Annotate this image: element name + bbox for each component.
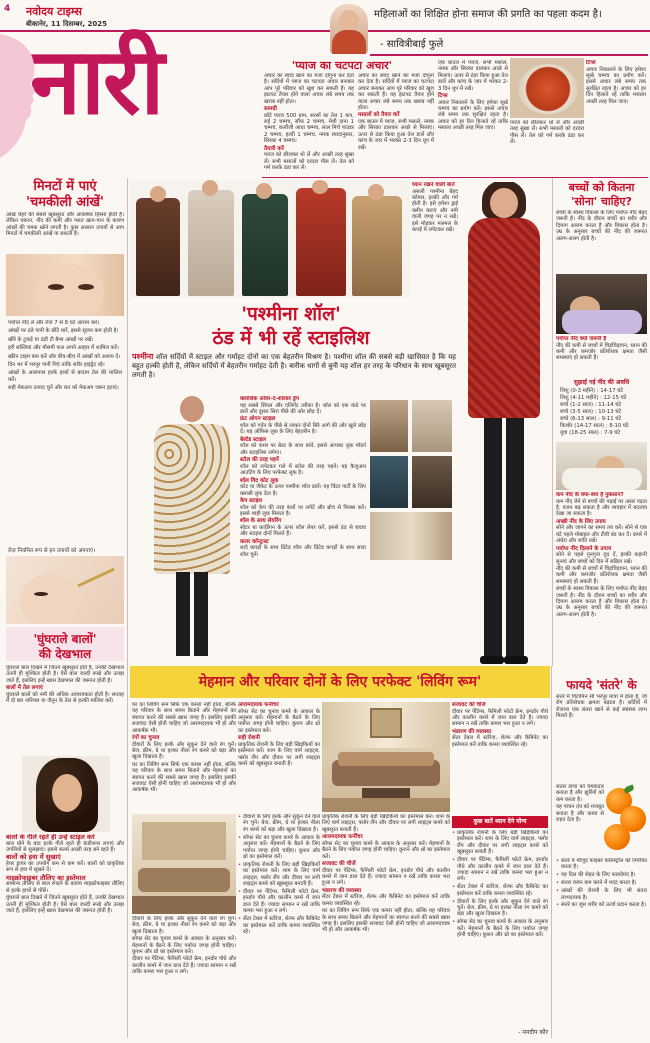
recipe-tip-text: अचार निकालने के लिए हमेशा सूखे चम्मच का प्रयोग करें। इससे अचार लंबे समय तक सुरक्षित रहता है। अचार को हर दिन हिलाते रहें ताकि मसाला अच्छी तरह मिल जाए। bbox=[438, 99, 508, 132]
sleep-title-2: 'सोना' चाहिए? bbox=[571, 195, 632, 208]
shawl-grid-photo-1 bbox=[370, 400, 408, 452]
living-bullet: • सेंटर टेबल में स्टोरेज, शेल्फ और कैबिनेट का इस्तेमाल करें ताकि कमरा व्यवस्थित रहे। bbox=[452, 884, 548, 897]
sleep-table bbox=[560, 388, 646, 437]
shawl-style-head: कलर कॉन्ट्रास्ट bbox=[240, 538, 269, 545]
living-title: मेहमान और परिवार दोनों के लिए परफेक्ट 'लिविंग रूम' bbox=[198, 674, 482, 690]
hair-para-4: सामान्य तौलिए से बाल रगड़ने के बजाय माइक्रोफाइबर तौलिए से हल्के हाथों से पोंछें। bbox=[6, 881, 124, 894]
sleep-row-hours: 10-13 घंटे bbox=[598, 409, 622, 415]
recipe-method-repeat: प्याज को छीलकर धो लें और अच्छी तरह सुखा लें। सभी मसालों को दरदरा पीस लें। तेल को गर्म करके ठंडा कर लें। bbox=[510, 120, 584, 146]
beauty-title-1: मिनटों में पाएं bbox=[33, 179, 97, 194]
living-sub-3: सही रोशनी bbox=[238, 735, 260, 742]
hair-para-1: घुंघराले बालों को नमी की अधिक आवश्यकता होती है। सप्ताह में दो बार नारियल या जैतून के तेल से हल्की मालिश करें। bbox=[6, 691, 124, 705]
living-sub-4: सजावट की चीजें bbox=[452, 702, 486, 708]
printed-shawl-model-photo bbox=[150, 396, 234, 660]
shawl-title-2: ठंड में भी रहें स्टाइलिश bbox=[212, 327, 370, 349]
living-intro-repeat-2: घर का लिविंग रूम सिर्फ एक कमरा नहीं होता, बल्कि यह परिवार के साथ समय बिताने और मेहमानों का स्वागत करने की सबसे खास जगह है। इसलिए इसकी सजावट ऐसी होनी चाहिए जो आरामदायक भी हो और आकर्षक भी। bbox=[322, 908, 450, 934]
beauty-tip-item: आंखों के आसपास हल्के हाथों से बादाम तेल की मालिश करें। bbox=[8, 370, 122, 383]
orange-points-top bbox=[556, 784, 604, 856]
hair-title-1: 'घुंघराले बालों' bbox=[33, 632, 97, 646]
shawl-lead bbox=[132, 352, 456, 392]
shawl-grid-photo-3 bbox=[370, 456, 408, 508]
sleep-sub-1: पर्याप्त नींद क्यों जरूरी है bbox=[556, 336, 607, 342]
living-text-4-repeat: दीवार पर पेंटिंग्स, फैमिली फोटो फ्रेम, इनडोर पौधे और कालीन कमरे में जान डाल देते हैं। ज्यादा सामान न रखें ताकि कमरा भरा हुआ न लगे। bbox=[132, 956, 236, 976]
orange-point: • संतरे का जूस शरीर को ऊर्जा प्रदान करता है। bbox=[556, 902, 647, 908]
sleeping-child-photo-1 bbox=[556, 274, 647, 334]
sleep-para-2: कम नींद लेने से बच्चों की पढ़ाई पर असर पड़ता है, वजन बढ़ सकता है और व्यवहार में बदलाव देखा जा सकता है। bbox=[556, 498, 647, 518]
beauty-tips bbox=[8, 320, 122, 520]
living-sub-5: भंडारण की व्यवस्था bbox=[452, 728, 492, 735]
sleep-row-age: युवा (18-25 साल) bbox=[560, 430, 599, 436]
sleep-row: शिशु (0-3 महीने) : 14-17 घंटे bbox=[560, 388, 624, 394]
living-text-4-repeat-2: दीवार पर पेंटिंग्स, फैमिली फोटो फ्रेम, इनडोर पौधे और कालीन कमरे में जान डाल देते हैं। ज्यादा सामान न रखें ताकि कमरा भरा हुआ न लगे। bbox=[322, 867, 450, 887]
recipe-tip-head: टिप्स bbox=[438, 93, 448, 100]
recipe-body-repeat: अचार का स्वाद खाने का मजा दोगुना कर देता है। सर्दियों में प्याज का चटपटा अचार बनाकर आप पूरे परिवार को खुश कर सकती हैं। यह झटपट तैयार होने वाला अचार लंबे समय तक खराब नहीं होता। bbox=[358, 73, 434, 112]
shawl-grid-photo-2 bbox=[412, 400, 452, 452]
sleep-sub-4: पर्याप्त नींद दिलाने के उपाय bbox=[556, 545, 612, 552]
shawl-style-head: स्टोल की तरह पहनें bbox=[240, 457, 279, 464]
living-sub-2: आरामदायक फर्नीचर bbox=[238, 702, 279, 708]
living-bullet: • सेंटर टेबल में स्टोरेज, शेल्फ और कैबिनेट का इस्तेमाल करें ताकि कमरा व्यवस्थित रहे। bbox=[238, 916, 320, 935]
sleep-para-3: सोने और जागने का समय तय करें। सोने से एक घंटे पहले मोबाइल और टीवी बंद कर दें। कमरे में अंधेरा और शांति रखें। bbox=[556, 525, 647, 545]
living-col-1 bbox=[132, 702, 236, 812]
paper-name: नवोदय टाइम्स bbox=[26, 5, 82, 18]
living-text-3: प्राकृतिक रोशनी के लिए बड़ी खिड़कियों का इस्तेमाल करें। शाम के लिए वार्म लाइट्स, फ्लोर लैंप और दीवार पर लगी लाइट्स कमरे को खूबसूरत बनाती हैं। bbox=[238, 741, 320, 768]
living-text-1-repeat: दीवारों के लिए हल्के और सुकून देने वाले रंग चुनें। बेज, क्रीम, ग्रे या हल्का नीला रंग कमरे को बड़ा और खुला दिखाता है। bbox=[132, 916, 236, 935]
sleep-row: बच्चे (1-2 साल) : 11-14 घंटे bbox=[560, 402, 622, 408]
shawl-style-text: शॉल को लपेटकर गले में स्टोल की तरह पहनें। यह कैजुअल आउटिंग के लिए परफेक्ट लुक है। bbox=[240, 463, 366, 477]
eye-model-photo bbox=[6, 254, 124, 316]
living-sub-1: रंगों का चुनाव bbox=[132, 735, 160, 742]
living-highlight: कुछ बातें ध्यान देने योग्य bbox=[452, 816, 548, 828]
section-title: नारी bbox=[30, 27, 163, 135]
living-sub-5-repeat: भंडारण की व्यवस्था bbox=[322, 887, 362, 894]
main-shawl-model-photo bbox=[460, 182, 548, 670]
living-bullet: • दीवारों के लिए हल्के और सुकून देने वाले रंग चुनें। बेज, क्रीम, ग्रे या हल्का नीला रंग कमरे को बड़ा और खुला दिखाता है। bbox=[238, 814, 320, 833]
living-bullet: • दीवार पर पेंटिंग्स, फैमिली फोटो फ्रेम, इनडोर पौधे और कालीन कमरे में जान डाल देते हैं। ज्यादा सामान न रखें ताकि कमरा भरा हुआ न लगे। bbox=[452, 857, 548, 883]
living-intro: घर का लिविंग रूम सिर्फ एक कमरा नहीं होता, बल्कि यह परिवार के साथ समय बिताने और मेहमानों का स्वागत करने की सबसे खास जगह है। इसलिए इसकी सजावट ऐसी होनी चाहिए जो आरामदायक भी हो और आकर्षक भी। bbox=[132, 702, 236, 734]
recipe-method-head: तैयारी करें bbox=[264, 145, 284, 152]
shawl-style-text: शॉल को गर्दन के पीछे से लाकर दोनों सिरे आगे की ओर खुले छोड़ दें। यह ऑफिस लुक के लिए बेहतरीन है। bbox=[240, 423, 366, 436]
sleep-row-age: शिशु (4-11 महीने) bbox=[560, 395, 599, 401]
living-col-5 bbox=[452, 702, 548, 812]
eye-makeup-photo bbox=[6, 556, 124, 624]
shawl-style-head: शॉल के साथ लेयरिंग bbox=[240, 518, 282, 525]
sleeping-child-photo-2 bbox=[556, 442, 647, 490]
shawl-models-photo bbox=[130, 180, 410, 298]
sleep-row-hours: 11-14 घंटे bbox=[598, 402, 622, 408]
face-silhouette-icon bbox=[0, 34, 46, 158]
sleep-row-hours: 12-15 घंटे bbox=[603, 395, 627, 401]
living-bullet: • सोफा सेट का चुनाव कमरे के आकार के अनुसार करें। मेहमानों के बैठने के लिए पर्याप्त जगह होनी चाहिए। कुशन और थ्रो का इस्तेमाल करें। bbox=[452, 919, 548, 938]
orange-point: यह पाचन तंत्र को मजबूत बनाता है और कब्ज से राहत देता है। bbox=[556, 804, 604, 824]
sleep-row: किशोर (14-17 साल) : 8-10 घंटे bbox=[560, 423, 629, 429]
orange-point: • संतरे में मौजूद फाइबर कोलेस्ट्रॉल को नियंत्रित करता है। bbox=[556, 858, 647, 871]
hair-intro-repeat: घुंघराले बाल दिखने में जितने खूबसूरत होते हैं, उनकी देखभाल उतनी ही मुश्किल होती है। ऐसे बाल जल्दी रूखे और उलझ जाते हैं, इसलिए इन्हें खास देखभाल की जरूरत होती है। bbox=[6, 895, 124, 915]
beauty-tip-item: खीरे के टुकड़े या ठंडी टी बैग्स आंखों पर रखें। bbox=[8, 336, 94, 343]
shawl-care-text: असली पश्मीना बेहद कोमल, हल्की और गर्म होती है। इसे हमेशा ड्राई क्लीन कराएं और नमी वाली जगह पर न रखें। इसे मोड़कर मलमल के कपड़े में लपेटकर रखें। bbox=[412, 188, 458, 234]
sleep-row-age: बच्चे (1-2 साल) bbox=[560, 402, 594, 408]
sleep-row: बच्चे (3-5 साल) : 10-13 घंटे bbox=[560, 409, 622, 415]
sleep-text-2 bbox=[556, 492, 647, 664]
left-column-divider bbox=[127, 178, 128, 1038]
sleep-sub-3: अच्छी नींद के लिए उपाय bbox=[556, 518, 606, 525]
living-col-5-bottom bbox=[452, 830, 548, 1028]
sleep-intro-repeat: बच्चों के स्वस्थ विकास के लिए पर्याप्त नींद बेहद जरूरी है। नींद के दौरान बच्चों का शरीर और दिमाग आराम करता है और विकास होता है। उम्र के अनुसार बच्चों की नींद की जरूरत अलग-अलग होती है। bbox=[556, 586, 647, 618]
shawl-lead-text: शॉल सर्दियों में स्टाइल और गर्माहट दोनों का एक बेहतरीन मिश्रण है। पश्मीना शॉल की सबसे बड़ी खासियत है कि यह बहुत हल्की होती है, लेकिन सर्दियों में बेहतरीन गर्माहट देती है। बारीक धागों से बुनी यह शॉल हर तरह के परिधान के साथ खूबसूरत लगती है। bbox=[132, 353, 456, 379]
sleep-row-hours: 9-11 घंटे bbox=[601, 416, 622, 422]
quote-author: - सावित्रीबाई फुले bbox=[380, 39, 444, 50]
shawl-care-block bbox=[412, 182, 458, 294]
hair-text-1 bbox=[6, 665, 124, 753]
quote-text: महिलाओं का शिक्षित होना समाज की प्रगति का पहला कदम है। bbox=[374, 9, 602, 20]
living-bullet: • दीवार पर पेंटिंग्स, फैमिली फोटो फ्रेम, इनडोर पौधे और कालीन कमरे में जान डाल देते हैं। ज्यादा सामान न रखें ताकि कमरा भरा हुआ न लगे। bbox=[238, 889, 320, 915]
recipe-tip-text-2: अचार निकालने के लिए हमेशा सूखे चम्मच का प्रयोग करें। इससे अचार लंबे समय तक सुरक्षित रहता है। अचार को हर दिन हिलाते रहें ताकि मसाला अच्छी तरह मिल जाए। bbox=[586, 66, 646, 105]
living-room-photo-2 bbox=[132, 814, 236, 914]
center-right-divider bbox=[552, 178, 553, 666]
shawl-style-head: केप स्टाइल bbox=[240, 498, 263, 505]
sleep-row-age: बच्चे (3-5 साल) bbox=[560, 409, 594, 415]
sleep-para-4: सोने से पहले गुनगुना दूध दें, हल्की कहानी सुनाएं और बच्चों को दिन में सक्रिय रखें। bbox=[556, 552, 647, 565]
orange-point: संतरा त्वचा को चमकदार बनाता है और झुर्रियों को कम करता है। bbox=[556, 784, 604, 803]
recipe-col-3 bbox=[438, 60, 508, 175]
sleep-row-hours: 14-17 घंटे bbox=[600, 388, 624, 394]
shawl-style-text: यह सबसे सिंपल और एलिगेंट तरीका है। शॉल को एक कंधे पर डालें और दूसरा सिरा पीछे की ओर छोड़ दें। bbox=[240, 402, 366, 415]
orange-point: • संतरा वजन कम करने में मदद करता है। bbox=[556, 880, 647, 886]
sleep-row-age: किशोर (14-17 साल) bbox=[560, 423, 605, 429]
beauty-tip-item: पर्याप्त नींद लें और रोज 7 से 8 घंटे आराम करें। bbox=[8, 320, 100, 326]
hair-sub-4: माइक्रोफाइबर तौलिए का इस्तेमाल bbox=[6, 873, 86, 882]
recipe-col-1 bbox=[264, 73, 354, 175]
shawl-style-text: शॉल को केप की तरह कंधों पर लपेटें और ब्रोच से फिक्स करें। इससे शाही लुक मिलता है। bbox=[240, 504, 366, 518]
living-room-photo bbox=[322, 702, 450, 812]
page-number: 4 bbox=[4, 4, 11, 14]
recipe-ingredients-head: सामग्री bbox=[264, 106, 277, 113]
living-text-2: सोफा सेट का चुनाव कमरे के आकार के अनुसार करें। मेहमानों के बैठने के लिए पर्याप्त जगह होनी चाहिए। कुशन और थ्रो का इस्तेमाल करें। bbox=[238, 708, 320, 734]
beauty-tip-item: दिन भर में भरपूर पानी पिएं ताकि शरीर हाइड्रेट रहे। bbox=[8, 362, 105, 369]
recipe-col-2 bbox=[358, 73, 434, 175]
living-sub-2-repeat: आरामदायक फर्नीचर bbox=[322, 834, 363, 841]
sleep-row: शिशु (4-11 महीने) : 12-15 घंटे bbox=[560, 395, 627, 401]
living-col-2 bbox=[238, 702, 320, 812]
sleep-text-1 bbox=[556, 336, 647, 376]
beauty-tip-item: सही मेकअप उत्पाद चुनें और रात को मेकअप जरूर हटाएं। bbox=[8, 385, 119, 392]
quote-portrait bbox=[330, 4, 368, 54]
sleep-row-age: शिशु (0-3 महीने) bbox=[560, 388, 596, 394]
recipe-method: प्याज को छीलकर धो लें और अच्छी तरह सुखा लें। सभी मसालों को दरदरा पीस लें। तेल को गर्म करके ठंडा कर लें। bbox=[264, 152, 354, 172]
beauty-intro: आंखें चेहरे की सबसे खूबसूरत और आकर्षक हिस्सा होती हैं। लेकिन थकान, नींद की कमी और गलत खान-पान के कारण आंखों की चमक खोने लगती है। कुछ आसान उपायों से आप मिनटों में चमकीली आंखें पा सकती हैं। bbox=[6, 212, 124, 238]
hair-title-2: की देखभाल bbox=[38, 647, 92, 661]
shawl-styles-col bbox=[240, 396, 366, 664]
living-sub-4-repeat: सजावट की चीजें bbox=[322, 861, 356, 868]
hair-sub-3: बालों को हवा में सुखाएं bbox=[6, 853, 61, 862]
sleep-para-1-repeat: नींद की कमी से बच्चों में चिड़चिड़ापन, ध्यान की कमी और कमजोर प्रतिरोधक क्षमता जैसी समस्याएं हो सकती हैं। bbox=[556, 566, 647, 585]
sleep-row: बच्चे (6-13 साल) : 9-11 घंटे bbox=[560, 416, 622, 422]
hair-para-2: बाल धोने के बाद हल्के गीले रहते ही कंडीशनर लगाएं और उंगलियों से सुलझाएं। इससे कर्ल्स अच्छी तरह बने रहते हैं। bbox=[6, 840, 124, 853]
sleep-sub-2: कम नींद के क्या-क्या हैं नुकसान? bbox=[556, 492, 624, 498]
orange-title: फायदे 'संतरे' के bbox=[566, 678, 637, 692]
sleep-row-hours: 8-10 घंटे bbox=[609, 423, 629, 429]
living-text-2-repeat-2: सोफा सेट का चुनाव कमरे के आकार के अनुसार करें। मेहमानों के बैठने के लिए पर्याप्त जगह होनी चाहिए। कुशन और थ्रो का इस्तेमाल करें। bbox=[322, 840, 450, 860]
recipe-ingredients: छोटे प्याज 500 ग्राम, सरसों का तेल 1 कप, राई 2 चम्मच, सौंफ 2 चम्मच, मेथी दाना 1 चम्मच, कलौंजी आधा चम्मच, लाल मिर्च पाउडर 2 चम्मच, हल्दी 1 चम्मच, नमक स्वादानुसार, सिरका 4 चम्मच। bbox=[264, 112, 354, 145]
living-bullet: • सोफा सेट का चुनाव कमरे के आकार के अनुसार करें। मेहमानों के बैठने के लिए पर्याप्त जगह होनी चाहिए। कुशन और थ्रो का इस्तेमाल करें। bbox=[238, 835, 320, 861]
shawl-style-head: क्लासिक ओवर-द-शोल्डर ड्रेप bbox=[240, 396, 299, 402]
shawl-grid-photo-5 bbox=[370, 512, 452, 560]
shawl-style-head: बेल्टेड स्टाइल bbox=[240, 436, 266, 443]
shawl-style-text: सादे कपड़ों के साथ प्रिंटेड शॉल और प्रिंटेड कपड़ों के साथ सादा शॉल चुनें। bbox=[240, 545, 366, 558]
beauty-footer: रोज़ नियमित रूप से इन उपायों को अपनाएं। bbox=[8, 548, 96, 554]
shawl-lead-bold: पश्मीना bbox=[132, 352, 154, 361]
living-bullet: • दीवारों के लिए हल्के और सुकून देने वाले रंग चुनें। बेज, क्रीम, ग्रे या हल्का नीला रंग कमरे को बड़ा और खुला दिखाता है। bbox=[452, 899, 548, 918]
recipe-method2-head: मसालों को तैयार करें bbox=[358, 112, 400, 119]
living-intro-repeat: घर का लिविंग रूम सिर्फ एक कमरा नहीं होता, बल्कि यह परिवार के साथ समय बिताने और मेहमानों का स्वागत करने की सबसे खास जगह है। इसलिए इसकी सजावट ऐसी होनी चाहिए जो आरामदायक भी हो और आकर्षक भी। bbox=[132, 761, 236, 794]
shawl-style-head: शॉल विद कोट लुक bbox=[240, 477, 279, 484]
beauty-tip-item: स्क्रीन टाइम कम करें और बीच-बीच में आंखों को आराम दें। bbox=[8, 353, 121, 360]
pickle-bowl-photo bbox=[510, 58, 584, 118]
shawl-title-1: 'पश्मीना शॉल' bbox=[241, 303, 341, 325]
living-text-2-repeat: सोफा सेट का चुनाव कमरे के आकार के अनुसार करें। मेहमानों के बैठने के लिए पर्याप्त जगह होनी चाहिए। कुशन और थ्रो का इस्तेमाल करें। bbox=[132, 936, 236, 956]
recipe-intro: अचार का स्वाद खाने का मजा दोगुना कर देता है। सर्दियों में प्याज का चटपटा अचार बनाकर आप पूरे परिवार को खुश कर सकती हैं। यह झटपट तैयार होने वाला अचार लंबे समय तक खराब नहीं होता। bbox=[264, 73, 354, 105]
beauty-title-2: 'चमकीली आंखें' bbox=[26, 195, 104, 210]
quote-rule bbox=[370, 54, 648, 56]
living-col-3-bottom bbox=[322, 814, 450, 1038]
issue-date: बीकानेर, 11 दिसम्बर, 2025 bbox=[26, 20, 107, 28]
orange-fruit-photo bbox=[604, 784, 648, 854]
sleep-title-1: बच्चों को कितना bbox=[568, 181, 635, 194]
beauty-tip-item: आंखों पर ठंडे पानी के छींटे मारें, इससे सूजन कम होती है। bbox=[8, 328, 119, 335]
living-text-5: सेंटर टेबल में स्टोरेज, शेल्फ और कैबिनेट का इस्तेमाल करें ताकि कमरा व्यवस्थित रहे। bbox=[452, 735, 548, 748]
recipe-title: 'प्याज का चटपटा अचार' bbox=[291, 59, 393, 72]
recipe-method2-repeat: एक बाउल में प्याज, सभी मसाले, नमक और सिरका डालकर अच्छे से मिलाएं। ऊपर से ठंडा किया हुआ तेल डालें और कांच के जार में भरकर 2-3 दिन धूप में रखें। bbox=[438, 60, 508, 92]
sleep-row: युवा (18-25 साल) : 7-9 घंटे bbox=[560, 430, 621, 436]
orange-point: • आंखों की रोशनी के लिए भी संतरा लाभदायक है। bbox=[556, 888, 647, 901]
shawl-style-text: शॉल को कमर पर बेल्ट के साथ बांधें, इससे आपका लुक मॉडर्न और स्टाइलिश लगेगा। bbox=[240, 443, 366, 456]
recipe-col-4 bbox=[586, 60, 646, 175]
sleep-row-hours: 7-9 घंटे bbox=[603, 430, 621, 436]
recipe-bottom-rule bbox=[262, 177, 648, 178]
recipe-tip-head-2: टिप्स bbox=[586, 60, 596, 66]
hair-text-2 bbox=[6, 834, 124, 1039]
living-text-1: दीवारों के लिए हल्के और सुकून देने वाले रंग चुनें। बेज, क्रीम, ग्रे या हल्का नीला रंग कमरे को बड़ा और खुला दिखाता है। bbox=[132, 741, 236, 761]
beauty-tip-item: हरी सब्जियां और मौसमी फल अपने आहार में शामिल करें। bbox=[8, 345, 119, 352]
recipe-method2: एक बाउल में प्याज, सभी मसाले, नमक और सिरका डालकर अच्छे से मिलाएं। ऊपर से ठंडा किया हुआ तेल डालें और कांच के जार में भरकर 2-3 दिन धूप में रखें। bbox=[358, 119, 434, 151]
recipe-col-5 bbox=[510, 120, 584, 175]
living-text-3-repeat: प्राकृतिक रोशनी के लिए बड़ी खिड़कियों का इस्तेमाल करें। शाम के लिए वार्म लाइट्स, फ्लोर लैंप और दीवार पर लगी लाइट्स कमरे को खूबसूरत बनाती हैं। bbox=[322, 814, 450, 833]
shawl-care-head: ध्यान रखने वाली बातें bbox=[412, 182, 455, 188]
shawl-style-text: कोट या जैकेट के ऊपर पश्मीना शॉल डालें। यह विंटर पार्टी के लिए क्लासी लुक देता है। bbox=[240, 484, 366, 497]
living-bullet: • प्राकृतिक रोशनी के लिए बड़ी खिड़कियों का इस्तेमाल करें। शाम के लिए वार्म लाइट्स, फ्लोर लैंप और दीवार पर लगी लाइट्स कमरे को खूबसूरत बनाती हैं। bbox=[238, 862, 320, 888]
shawl-grid-photo-4 bbox=[412, 456, 452, 508]
living-photo-side-text bbox=[238, 814, 320, 1038]
sleep-para-1: नींद की कमी से बच्चों में चिड़चिड़ापन, ध्यान की कमी और कमजोर प्रतिरोधक क्षमता जैसी समस्याएं हो सकती हैं। bbox=[556, 342, 647, 362]
shawl-style-text: स्वेटर या कार्डिगन के ऊपर शॉल लेयर करें, इससे ठंड से बचाव और स्टाइल दोनों मिलते हैं। bbox=[240, 525, 366, 538]
shawl-style-head: फ्रंट ओपन स्टाइल bbox=[240, 416, 276, 423]
orange-points bbox=[556, 858, 647, 1038]
orange-point: • यह दिल की सेहत के लिए फायदेमंद है। bbox=[556, 872, 647, 878]
living-col-1-bottom bbox=[132, 916, 236, 1038]
living-text-5-repeat: सेंटर टेबल में स्टोरेज, शेल्फ और कैबिनेट का इस्तेमाल करें ताकि कमरा व्यवस्थित रहे। bbox=[322, 894, 450, 907]
orange-intro: संतरे में विटामिन सी भरपूर मात्रा में होता है, जो रोग प्रतिरोधक क्षमता बढ़ाता है। सर्दियों में रोजाना एक संतरा खाने से कई स्वास्थ्य लाभ मिलते हैं। bbox=[556, 694, 647, 720]
curly-hair-photo bbox=[22, 756, 110, 832]
sleep-intro: बच्चों के स्वस्थ विकास के लिए पर्याप्त नींद बेहद जरूरी है। नींद के दौरान बच्चों का शरीर और दिमाग आराम करता है और विकास होता है। उम्र के अनुसार बच्चों की नींद की जरूरत अलग-अलग होती है। bbox=[556, 210, 647, 242]
sleep-row-age: बच्चे (6-13 साल) bbox=[560, 416, 597, 422]
living-author: - मनदीप कौर bbox=[518, 1029, 548, 1036]
hair-sub-2: बालों के गीले रहते ही उन्हें स्टाइल करें bbox=[6, 834, 95, 841]
hair-intro: घुंघराले बाल दिखने में जितने खूबसूरत होते हैं, उनकी देखभाल उतनी ही मुश्किल होती है। ऐसे बाल जल्दी रूखे और उलझ जाते हैं, इसलिए इन्हें खास देखभाल की जरूरत होती है। bbox=[6, 665, 124, 684]
sleep-table-title: सुझाई गई नींद की अवधि bbox=[573, 379, 630, 386]
hair-sub-1: बालों में तेल लगाएं bbox=[6, 685, 43, 692]
living-right-divider bbox=[551, 666, 552, 1038]
living-bullet: • प्राकृतिक रोशनी के लिए बड़ी खिड़कियों का इस्तेमाल करें। शाम के लिए वार्म लाइट्स, फ्लोर लैंप और दीवार पर लगी लाइट्स कमरे को खूबसूरत बनाती हैं। bbox=[452, 830, 548, 856]
hair-para-3: हेयर ड्रायर का उपयोग कम से कम करें। बालों को प्राकृतिक रूप से हवा में सूखने दें। bbox=[6, 861, 124, 874]
living-text-4: दीवार पर पेंटिंग्स, फैमिली फोटो फ्रेम, इनडोर पौधे और कालीन कमरे में जान डाल देते हैं। ज्यादा सामान न रखें ताकि कमरा भरा हुआ न लगे। bbox=[452, 708, 548, 728]
